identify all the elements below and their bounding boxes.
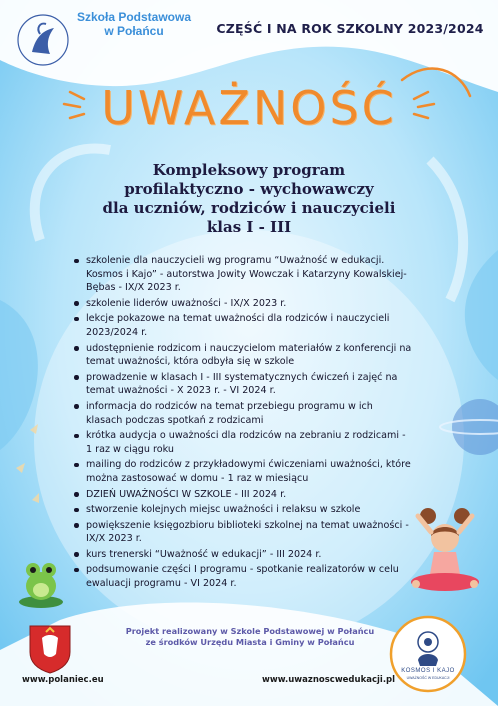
project-line1: Projekt realizowany w Szkole Podstawowej w Połańcu: [125, 626, 375, 636]
list-item: szkolenie liderów uważności - IX/X 2023 r.: [72, 297, 412, 311]
polaniec-link[interactable]: www.polaniec.eu: [22, 675, 104, 685]
coat-of-arms-icon: [28, 624, 72, 674]
uwaznosc-link[interactable]: www.uwaznoscwedukacji.pl: [262, 675, 396, 685]
kosmos-sub-label: UWAŻNOŚĆ W EDUKACJI: [406, 676, 450, 680]
kosmos-i-kajo-logo: [388, 614, 468, 694]
subtitle: [50, 161, 448, 237]
list-item: kurs trenerski “Uważność w edukacji” - III 2024 r.: [72, 548, 412, 562]
list-item: informacja do rodziców na temat przebiegu programu w ich klasach podczas spotkań z rodzicami: [72, 400, 412, 427]
school-name: [74, 10, 194, 38]
school-name-line1: Szkoła Podstawowa: [76, 10, 192, 24]
school-logo: [14, 6, 72, 78]
kosmos-label: KOSMOS I KAJO: [401, 668, 455, 674]
subtitle-line1: Kompleksowy program: [152, 161, 346, 179]
part-heading: CZĘŚĆ I NA ROK SZKOLNY 2023/2024: [216, 21, 484, 36]
project-info: [100, 626, 400, 648]
project-line2: ze środków Urzędu Miasta i Gminy w Połańcu: [145, 637, 355, 647]
main-title: UWAŻNOŚĆ: [101, 81, 397, 135]
frog-illustration: [16, 552, 66, 610]
list-item: udostępnienie rodzicom i nauczycielom materiałów z konferencji na temat uważności, która odbyła się w szkole: [72, 342, 412, 369]
list-item: DZIEŃ UWAŻNOŚCI W SZKOLE - III 2024 r.: [72, 488, 412, 502]
list-item: stworzenie kolejnych miejsc uważności i relaksu w szkole: [72, 503, 412, 517]
meditating-girl-illustration: [404, 502, 486, 600]
list-item: mailing do rodziców z przykładowymi ćwiczeniami uważności, które można zastosować w domu - 1 raz w miesiącu: [72, 458, 412, 485]
list-item: szkolenie dla nauczycieli wg programu “Uważność w edukacji. Kosmos i Kajo” - autorstwa Jowity Wowczak i Katarzyny Kowalskiej-Bębas - IX/X 2023 r.: [72, 254, 412, 295]
list-item: prowadzenie w klasach I - III systematycznych ćwiczeń i zajęć na temat uważności - X 2023 r. - VI 2024 r.: [72, 371, 412, 398]
list-item: krótka audycja o uważności dla rodziców na zebraniu z rodzicami - 1 raz w ciągu roku: [72, 429, 412, 456]
planet-illustration: [438, 382, 498, 472]
bullet-list: [72, 254, 412, 593]
subtitle-line3: dla uczniów, rodziców i nauczycieli: [102, 199, 396, 217]
subtitle-line2: profilaktyczno - wychowawczy: [124, 180, 374, 198]
subtitle-line4: klas I - III: [206, 218, 292, 236]
list-item: lekcje pokazowe na temat uważności dla rodziców i nauczycieli 2023/2024 r.: [72, 312, 412, 339]
list-item: powiększenie księgozbioru biblioteki szkolnej na temat uważności - IX/X 2023 r.: [72, 519, 412, 546]
list-item: podsumowanie części I programu - spotkanie realizatorów w celu ewaluacji programu - VI 2024 r.: [72, 563, 412, 590]
school-name-line2: w Połańcu: [104, 24, 164, 38]
